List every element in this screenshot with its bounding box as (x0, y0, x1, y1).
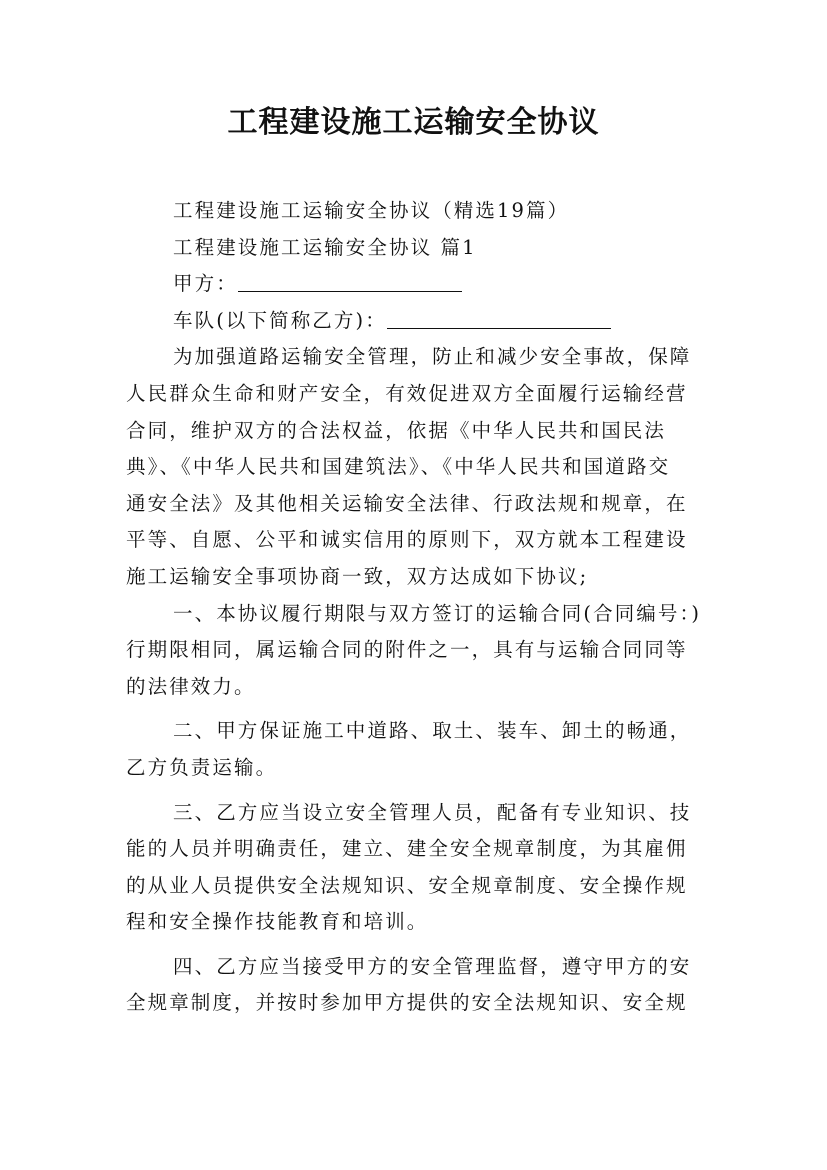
paragraph-gap (126, 787, 710, 795)
paragraph-line: 人民群众生命和财产安全，有效促进双方全面履行运输经营 (126, 381, 688, 405)
clause-line: 三、乙方应当设立安全管理人员，配备有专业知识、技 (173, 800, 692, 824)
paragraph-gap (126, 941, 710, 949)
party-a-label: 甲方： (173, 272, 238, 296)
paragraph-line: 平等、自愿、公平和诚实信用的原则下，双方就本工程建设 (126, 528, 688, 552)
paragraph-line: 为加强道路运输安全管理，防止和减少安全事故，保障 (173, 345, 692, 369)
party-a-line (126, 266, 710, 303)
clause-line: 的法律效力。 (126, 674, 256, 698)
clause-line: 一、本协议履行期限与双方签订的运输合同(合同编号：) (173, 601, 702, 625)
document-body (126, 193, 710, 1022)
party-b-blank (387, 307, 611, 329)
paragraph-line: 合同，维护双方的合法权益，依据《中华人民共和国民法 (126, 418, 667, 442)
clause-line: 四、乙方应当接受甲方的安全管理监督，遵守甲方的安 (173, 954, 692, 978)
clause-line: 的从业人员提供安全法规知识、安全规章制度、安全操作规 (126, 873, 688, 897)
paragraph-line: 施工运输安全事项协商一致，双方达成如下协议; (126, 564, 589, 588)
clause-line: 二、甲方保证施工中道路、取土、装车、卸土的畅通， (173, 719, 692, 743)
document-title: 工程建设施工运输安全协议 (227, 105, 600, 140)
clause-line: 乙方负责运输。 (126, 755, 278, 779)
clause-line: 程和安全操作技能教育和培训。 (126, 910, 429, 934)
paragraph-line: 典》、《中华人民共和国建筑法》、《中华人民共和国道路交 (126, 455, 671, 479)
clause-line: 能的人员并明确责任，建立、建全安全规章制度，为其雇佣 (126, 837, 688, 861)
subtitle-line: 工程建设施工运输安全协议（精选19篇） (173, 199, 570, 222)
paragraph-line: 通安全法》及其他相关运输安全法律、行政法规和规章，在 (126, 491, 688, 515)
paragraph-gap (126, 705, 710, 713)
clause-line: 行期限相同，属运输合同的附件之一，具有与运输合同同等 (126, 638, 688, 662)
party-b-label: 车队(以下简称乙方)： (173, 308, 387, 332)
party-a-blank (238, 270, 462, 292)
party-b-line (126, 303, 710, 340)
clause-line: 全规章制度，并按时参加甲方提供的安全法规知识、安全规 (126, 991, 688, 1015)
section-heading: 工程建设施工运输安全协议 篇1 (173, 235, 477, 259)
